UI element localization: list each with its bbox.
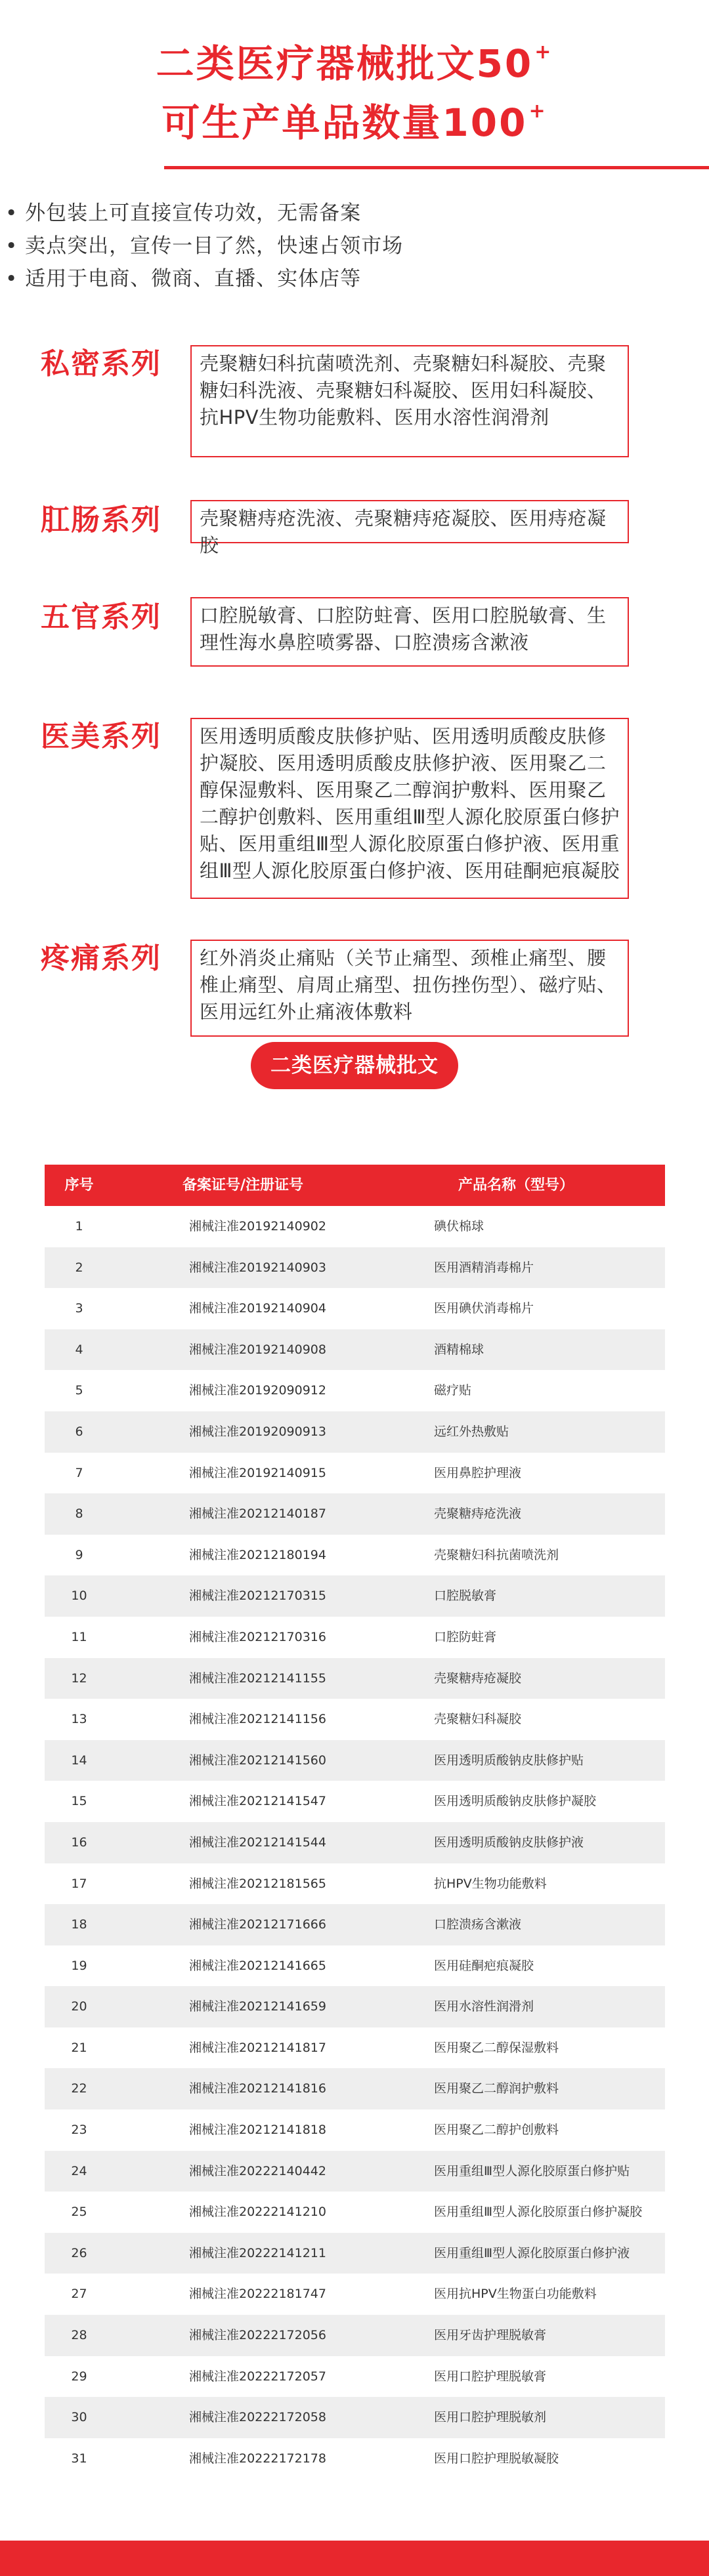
- row-product: 酒精棉球: [434, 1342, 484, 1357]
- table-body: [45, 1206, 665, 2479]
- table-row: [45, 1247, 665, 1289]
- table-row: [45, 2356, 665, 2398]
- row-index: 27: [71, 2287, 87, 2302]
- row-cert-no: 湘械注准20212141156: [189, 1712, 326, 1727]
- table-header: [45, 1165, 665, 1206]
- table-row: [45, 1575, 665, 1617]
- row-cert-no: 湘械注准20212170316: [189, 1629, 326, 1644]
- row-cert-no: 湘械注准20192090913: [189, 1424, 326, 1439]
- series-title-ent: 五官系列: [41, 600, 161, 634]
- row-product: 碘伏棉球: [434, 1219, 484, 1234]
- table-row: [45, 1904, 665, 1945]
- row-index: 18: [71, 1917, 87, 1932]
- row-index: 30: [71, 2410, 87, 2425]
- row-index: 2: [75, 1260, 83, 1275]
- footer-bar: [0, 2541, 709, 2576]
- row-index: 14: [71, 1753, 87, 1768]
- table-row: [45, 1945, 665, 1987]
- row-product: 医用透明质酸钠皮肤修护凝胶: [434, 1794, 597, 1809]
- row-index: 19: [71, 1958, 87, 1973]
- row-cert-no: 湘械注准20222141210: [189, 2205, 326, 2220]
- row-cert-no: 湘械注准20192140915: [189, 1465, 326, 1480]
- page-title-line2: 可生产单品数量100+: [161, 100, 548, 145]
- row-cert-no: 湘械注准20192090912: [189, 1383, 326, 1398]
- series-box-ent: 口腔脱敏膏、口腔防蛀膏、医用口腔脱敏膏、生理性海水鼻腔喷雾器、口腔溃疡含漱液: [190, 597, 629, 667]
- row-cert-no: 湘械注准20192140902: [189, 1219, 326, 1234]
- row-index: 9: [75, 1547, 83, 1562]
- row-cert-no: 湘械注准20192140904: [189, 1301, 326, 1316]
- table-row: [45, 2274, 665, 2315]
- row-index: 6: [75, 1424, 83, 1439]
- header-cert-no: 备案证号/注册证号: [183, 1177, 304, 1194]
- row-index: 17: [71, 1876, 87, 1891]
- row-index: 13: [71, 1712, 87, 1727]
- row-product: 医用聚乙二醇润护敷料: [434, 2081, 559, 2096]
- feature-item: • 卖点突出，宣传一目了然，快速占领市场: [5, 234, 404, 258]
- feature-item: • 外包装上可直接宣传功效，无需备案: [5, 201, 362, 225]
- table-row: [45, 1781, 665, 1822]
- row-product: 医用碘伏消毒棉片: [434, 1301, 534, 1316]
- header-product: 产品名称（型号）: [458, 1177, 574, 1194]
- table-row: [45, 1740, 665, 1781]
- table-row: [45, 1453, 665, 1494]
- table-row: [45, 2233, 665, 2274]
- table-row: [45, 1535, 665, 1576]
- row-product: 口腔防蛀膏: [434, 1629, 497, 1644]
- row-index: 20: [71, 1999, 87, 2014]
- row-index: 7: [75, 1465, 83, 1480]
- row-cert-no: 湘械注准20222172057: [189, 2369, 326, 2384]
- feature-list: [5, 197, 403, 295]
- table-row: [45, 1699, 665, 1740]
- series-box-pain: 红外消炎止痛贴（关节止痛型、颈椎止痛型、腰椎止痛型、肩周止痛型、扭伤挫伤型）、磁疗贴、医用远红外止痛液体敷料: [190, 940, 629, 1037]
- row-product: 医用口腔护理脱敏凝胶: [434, 2451, 559, 2466]
- series-title-pain: 疼痛系列: [41, 942, 161, 975]
- table-row: [45, 2192, 665, 2233]
- row-cert-no: 湘械注准20212180194: [189, 1547, 326, 1562]
- table-row: [45, 2027, 665, 2069]
- row-index: 4: [75, 1342, 83, 1357]
- header: [0, 0, 709, 167]
- row-cert-no: 湘械注准20212141547: [189, 1794, 326, 1809]
- row-cert-no: 湘械注准20222181747: [189, 2287, 326, 2302]
- series-title-anorectal: 肛肠系列: [41, 503, 161, 537]
- row-product: 口腔溃疡含漱液: [434, 1917, 522, 1932]
- row-index: 11: [71, 1629, 87, 1644]
- table-row: [45, 1617, 665, 1658]
- row-cert-no: 湘械注准20212141544: [189, 1835, 326, 1850]
- row-product: 壳聚糖痔疮洗液: [434, 1506, 522, 1522]
- row-product: 壳聚糖妇科抗菌喷洗剂: [434, 1547, 559, 1562]
- table-row: [45, 2109, 665, 2151]
- table-row: [45, 2438, 665, 2480]
- row-product: 远红外热敷贴: [434, 1424, 509, 1439]
- table-row: [45, 1370, 665, 1411]
- row-cert-no: 湘械注准20222172056: [189, 2328, 326, 2343]
- table-row: [45, 1411, 665, 1453]
- table-row: [45, 1206, 665, 1247]
- table-row: [45, 1658, 665, 1699]
- row-product: 口腔脱敏膏: [434, 1589, 497, 1604]
- row-index: 12: [71, 1671, 87, 1686]
- row-cert-no: 湘械注准20212141665: [189, 1958, 326, 1973]
- table-row: [45, 1493, 665, 1535]
- row-index: 23: [71, 2123, 87, 2138]
- table-row: [45, 1863, 665, 1905]
- row-cert-no: 湘械注准20222141211: [189, 2245, 326, 2260]
- series-box-aesthetic: 医用透明质酸皮肤修护贴、医用透明质酸皮肤修护凝胶、医用透明质酸皮肤修护液、医用聚乙二醇保湿敷料、医用聚乙二醇润护敷料、医用聚乙二醇护创敷料、医用重组Ⅲ型人源化胶原蛋白修护贴、医用重组Ⅲ型人源化胶原蛋白修护液、医用重组Ⅲ型人源化胶原蛋白修护液、医用硅酮疤痕凝胶: [190, 718, 629, 899]
- row-cert-no: 湘械注准20212181565: [189, 1876, 326, 1891]
- row-product: 医用水溶性润滑剂: [434, 1999, 534, 2014]
- row-product: 医用聚乙二醇护创敷料: [434, 2123, 559, 2138]
- table-row: [45, 1288, 665, 1329]
- feature-item: • 适用于电商、微商、直播、实体店等: [5, 267, 362, 291]
- row-index: 31: [71, 2451, 87, 2466]
- row-index: 5: [75, 1383, 83, 1398]
- approval-section-badge: 二类医疗器械批文: [251, 1042, 458, 1089]
- approval-table: [45, 1165, 665, 2479]
- series-title-aesthetic: 医美系列: [41, 720, 161, 753]
- row-product: 医用牙齿护理脱敏膏: [434, 2328, 547, 2343]
- table-row: [45, 2151, 665, 2192]
- series-box-anorectal: 壳聚糖痔疮洗液、壳聚糖痔疮凝胶、医用痔疮凝胶: [190, 500, 629, 543]
- row-product: 医用抗HPV生物蛋白功能敷料: [434, 2287, 597, 2302]
- table-row: [45, 2397, 665, 2438]
- row-cert-no: 湘械注准20212141816: [189, 2081, 326, 2096]
- row-product: 医用酒精消毒棉片: [434, 1260, 534, 1275]
- row-index: 16: [71, 1835, 87, 1850]
- row-index: 15: [71, 1794, 87, 1809]
- series-title-private: 私密系列: [41, 347, 161, 381]
- table-row: [45, 2315, 665, 2356]
- row-index: 1: [75, 1219, 83, 1234]
- row-product: 医用重组Ⅲ型人源化胶原蛋白修护凝胶: [434, 2205, 643, 2220]
- row-product: 医用透明质酸钠皮肤修护贴: [434, 1753, 584, 1768]
- row-cert-no: 湘械注准20192140903: [189, 1260, 326, 1275]
- row-index: 22: [71, 2081, 87, 2096]
- row-cert-no: 湘械注准20212170315: [189, 1589, 326, 1604]
- page-title-line1: 二类医疗器械批文50+: [156, 41, 553, 86]
- row-index: 25: [71, 2205, 87, 2220]
- row-cert-no: 湘械注准20212141817: [189, 2040, 326, 2055]
- row-cert-no: 湘械注准20222140442: [189, 2163, 326, 2178]
- header-index: 序号: [64, 1177, 94, 1194]
- row-product: 医用口腔护理脱敏膏: [434, 2369, 547, 2384]
- table-row: [45, 1986, 665, 2027]
- row-index: 24: [71, 2163, 87, 2178]
- row-product: 抗HPV生物功能敷料: [434, 1876, 547, 1891]
- row-product: 壳聚糖妇科凝胶: [434, 1712, 522, 1727]
- row-index: 26: [71, 2245, 87, 2260]
- row-cert-no: 湘械注准20212141155: [189, 1671, 326, 1686]
- table-row: [45, 1822, 665, 1863]
- row-cert-no: 湘械注准20212141659: [189, 1999, 326, 2014]
- row-product: 医用重组Ⅲ型人源化胶原蛋白修护贴: [434, 2163, 630, 2178]
- row-index: 8: [75, 1506, 83, 1522]
- row-cert-no: 湘械注准20222172058: [189, 2410, 326, 2425]
- row-cert-no: 湘械注准20212141818: [189, 2123, 326, 2138]
- header-divider: [164, 166, 709, 169]
- row-product: 医用鼻腔护理液: [434, 1465, 522, 1480]
- row-cert-no: 湘械注准20212140187: [189, 1506, 326, 1522]
- series-box-private: 壳聚糖妇科抗菌喷洗剂、壳聚糖妇科凝胶、壳聚糖妇科洗液、壳聚糖妇科凝胶、医用妇科凝胶、抗HPV生物功能敷料、医用水溶性润滑剂: [190, 345, 629, 457]
- table-row: [45, 2068, 665, 2109]
- row-index: 28: [71, 2328, 87, 2343]
- row-index: 21: [71, 2040, 87, 2055]
- row-product: 医用聚乙二醇保湿敷料: [434, 2040, 559, 2055]
- row-cert-no: 湘械注准20192140908: [189, 1342, 326, 1357]
- row-cert-no: 湘械注准20212141560: [189, 1753, 326, 1768]
- row-product: 医用硅酮疤痕凝胶: [434, 1958, 534, 1973]
- row-index: 3: [75, 1301, 83, 1316]
- row-product: 壳聚糖痔疮凝胶: [434, 1671, 522, 1686]
- row-cert-no: 湘械注准20222172178: [189, 2451, 326, 2466]
- row-index: 10: [71, 1589, 87, 1604]
- row-product: 磁疗贴: [434, 1383, 472, 1398]
- row-product: 医用重组Ⅲ型人源化胶原蛋白修护液: [434, 2245, 630, 2260]
- row-index: 29: [71, 2369, 87, 2384]
- row-product: 医用口腔护理脱敏剂: [434, 2410, 547, 2425]
- table-row: [45, 1329, 665, 1371]
- row-cert-no: 湘械注准20212171666: [189, 1917, 326, 1932]
- row-product: 医用透明质酸钠皮肤修护液: [434, 1835, 584, 1850]
